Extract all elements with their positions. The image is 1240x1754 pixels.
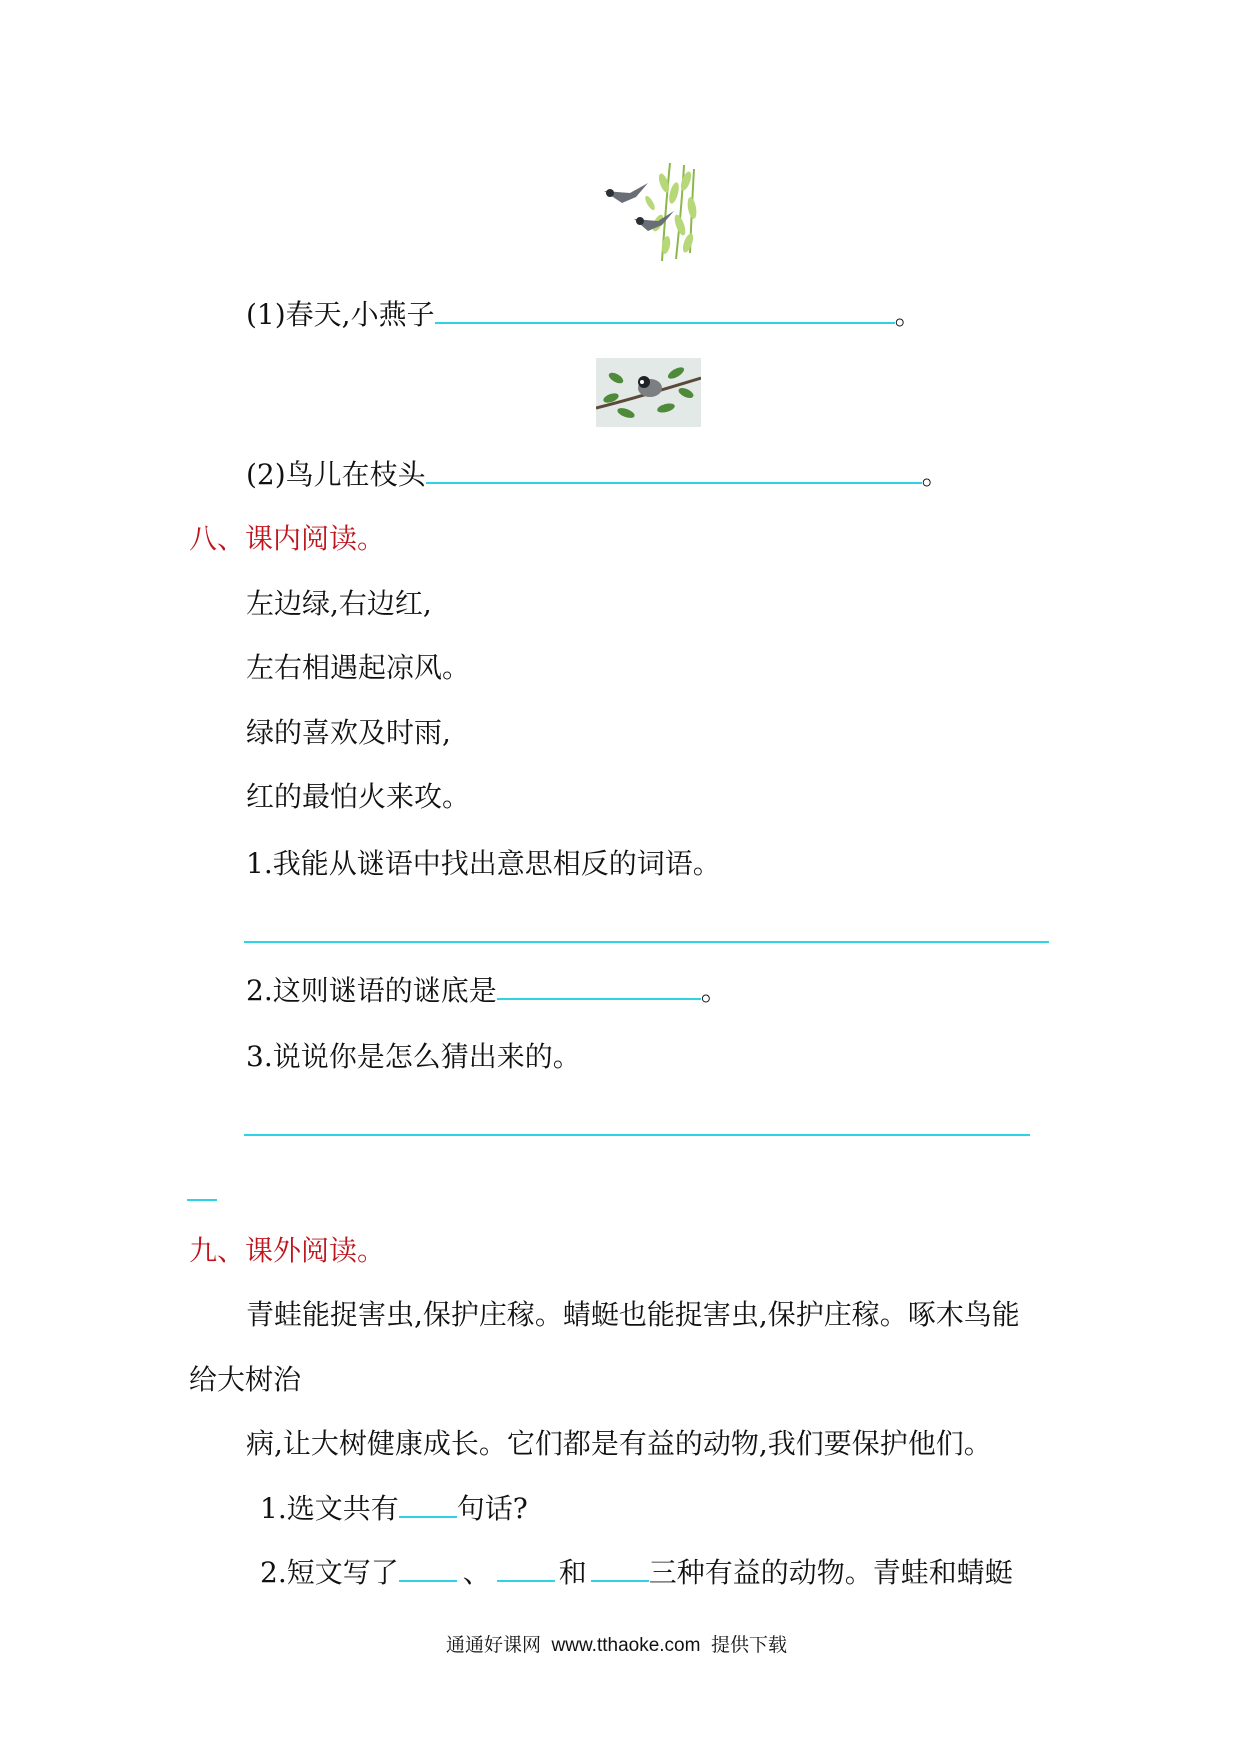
question-8-3: 3.说说你是怎么猜出来的。 [246, 1040, 581, 1073]
answer-blank[interactable] [399, 1492, 457, 1518]
answer-line-continuation[interactable] [187, 1199, 217, 1201]
question-7-2-prefix: (2)鸟儿在枝头 [246, 458, 426, 491]
question-9-1-suffix: 句话? [456, 1492, 528, 1525]
question-7-2-suffix: 。 [921, 458, 950, 491]
passage-line-3: 病,让大树健康成长。它们都是有益的动物,我们要保护他们。 [246, 1427, 992, 1460]
answer-line[interactable] [244, 941, 1049, 943]
question-9-2-prefix: 2.短文写了 [260, 1556, 399, 1589]
answer-blank[interactable] [497, 1556, 555, 1582]
question-9-1 [260, 1492, 528, 1526]
question-7-1 [246, 298, 923, 332]
answer-line[interactable] [244, 1134, 1030, 1136]
answer-blank[interactable] [591, 1556, 649, 1582]
separator: 、 [462, 1556, 491, 1589]
question-7-1-suffix: 。 [894, 298, 923, 331]
answer-blank[interactable] [399, 1556, 457, 1582]
question-7-1-prefix: (1)春天,小燕子 [246, 298, 435, 331]
question-7-2 [246, 458, 950, 492]
riddle-line-4: 红的最怕火来攻。 [246, 780, 471, 813]
swallows-willow-illustration [600, 163, 704, 263]
answer-blank[interactable] [426, 458, 922, 484]
footer-source-text: 通通好课网 www.tthaoke.com 提供下载 [446, 1635, 788, 1656]
question-8-2 [246, 974, 729, 1008]
riddle-line-1: 左边绿,右边红, [246, 587, 432, 620]
passage-line-1: 青蛙能捉害虫,保护庄稼。蜻蜓也能捉害虫,保护庄稼。啄木鸟能 [246, 1298, 1020, 1331]
question-8-2-suffix: 。 [700, 974, 729, 1007]
answer-blank[interactable] [435, 298, 895, 324]
answer-blank[interactable] [497, 974, 701, 1000]
passage-line-2: 给大树治 [189, 1363, 302, 1396]
section-9-heading: 九、课外阅读。 [189, 1234, 386, 1267]
riddle-line-3: 绿的喜欢及时雨, [246, 716, 451, 749]
bird-on-branch-photo [596, 358, 701, 427]
separator: 和 [558, 1556, 587, 1589]
question-9-2 [260, 1556, 1013, 1590]
question-8-2-prefix: 2.这则谜语的谜底是 [246, 974, 497, 1007]
question-8-1: 1.我能从谜语中找出意思相反的词语。 [246, 847, 721, 880]
section-8-heading: 八、课内阅读。 [189, 522, 386, 555]
riddle-line-2: 左右相遇起凉风。 [246, 651, 471, 684]
question-9-1-prefix: 1.选文共有 [260, 1492, 399, 1525]
question-9-2-suffix: 三种有益的动物。青蛙和蜻蜓 [648, 1556, 1013, 1589]
